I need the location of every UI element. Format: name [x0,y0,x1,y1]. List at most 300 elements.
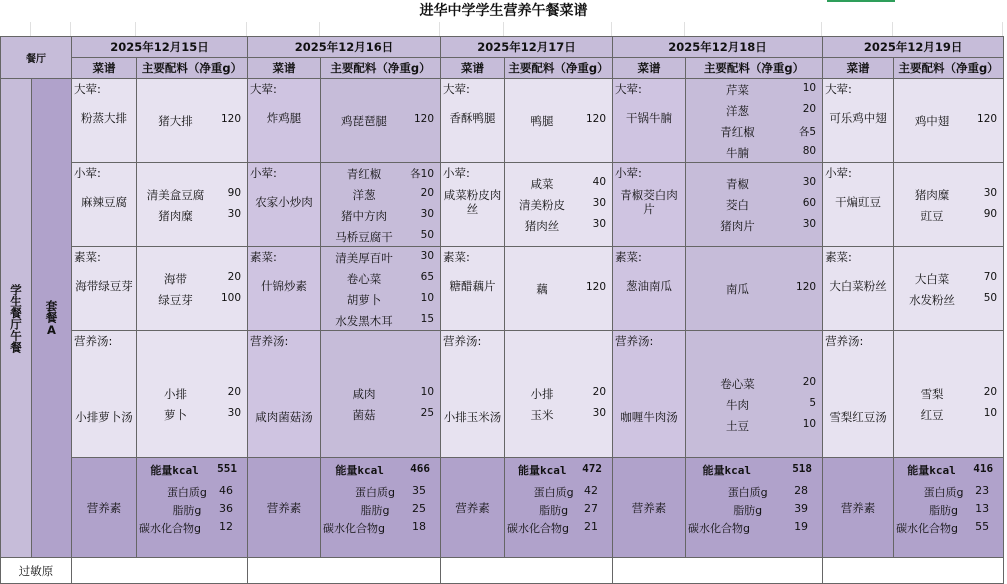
dish-cell-4-3[interactable] [823,331,894,458]
ingredient-qty: 120 [796,281,817,293]
category-label: 营养汤: [250,334,289,348]
ingredient-row [686,281,822,297]
ingredient-qty: 50 [983,291,998,304]
ingredient-row [321,313,440,329]
energy-label: 能量kcal [907,464,956,477]
ingredient-qty: 30 [983,186,998,199]
nutrient-row [686,520,822,536]
ingredient-col-header-2[interactable] [505,58,613,79]
energy-row [894,462,1003,478]
ingredient-row [686,124,822,140]
ingredients-cell-0-2[interactable] [137,247,248,331]
ingredient-row [137,292,247,308]
nutrient-label: 蛋白质g [533,486,574,499]
ingredients-cell-wrap [321,331,440,457]
ingredients-cell-1-3[interactable] [321,331,441,458]
dish-cell-wrap [72,163,136,246]
energy-value: 416 [973,462,994,475]
category-label: 素菜: [250,250,277,264]
ingredient-row [137,113,247,129]
ingredients-cell-3-1[interactable] [686,163,823,247]
ingredient-qty: 30 [227,207,242,220]
ingredient-qty: 120 [413,113,435,125]
nutrient-row [137,484,247,500]
dish-col-header-1[interactable] [248,58,321,79]
gridline [684,22,685,36]
category-label: 素菜: [825,250,852,264]
category-label: 大荤: [825,82,852,96]
ingredient-name: 雪梨 [920,387,944,402]
ingredients-cell-wrap [894,331,1003,457]
ingredient-row [137,386,247,402]
ingredients-cell-1-0[interactable] [321,79,441,163]
category-label: 小荤: [443,166,470,180]
ingredient-qty: 20 [592,386,607,399]
dish-name: 雪梨红豆汤 [829,410,887,425]
dish-cell-1-2[interactable] [248,247,321,331]
dish-cell-wrap [613,247,685,330]
ingredient-col-header-0[interactable] [137,58,248,79]
category-label: 小荤: [250,166,277,180]
nutrient-label: 脂肪g [360,504,390,517]
nutrient-value: 27 [584,502,599,515]
category-label: 素菜: [615,250,642,264]
nutrition-label-cell-1[interactable] [248,458,321,558]
nutrient-value: 39 [794,502,809,515]
date-label: 2025年12月18日 [668,40,767,54]
nutrient-value: 28 [794,484,809,497]
ingredient-col-header-4[interactable] [894,58,1004,79]
dish-name: 咸肉菌菇汤 [255,410,313,425]
set-name-cell[interactable] [32,79,72,558]
canteen-name: 学生餐厅午餐 [9,283,23,353]
gridline [246,22,247,36]
dish-cell-wrap [823,247,893,330]
dish-cell-0-0[interactable] [72,79,137,163]
ingredient-qty: 30 [420,207,435,220]
dish-col-label: 菜谱 [461,61,485,75]
nutrition-values-cell-3[interactable] [686,458,823,558]
dish-cell-wrap [613,163,685,246]
category-label: 营养汤: [74,334,113,348]
spreadsheet-grid [0,22,1007,36]
nutrient-row [321,502,440,518]
ingredients-cell-2-1[interactable] [505,163,613,247]
dish-name: 糖醋藕片 [449,279,496,294]
energy-row [505,462,612,478]
nutrition-values-cell-1[interactable] [321,458,441,558]
ingredient-qty: 100 [220,291,242,304]
nutrient-label: 蛋白质g [923,486,964,499]
ingredients-cell-wrap [505,331,612,457]
ingredient-name: 绿豆芽 [158,292,193,307]
energy-label: 能量kcal [702,464,751,477]
ingredient-col-label: 主要配料（净重g） [141,61,243,75]
ingredient-row [137,407,247,423]
dish-cell-0-3[interactable] [72,331,137,458]
ingredient-qty: 10 [983,407,998,420]
ingredient-qty: 10 [802,417,817,430]
ingredient-name: 猪中方肉 [341,208,388,223]
ingredients-cell-wrap [505,163,612,246]
ingredients-cell-4-3[interactable] [894,331,1004,458]
ingredient-row [505,407,612,423]
allergen-cell-0[interactable] [72,558,248,584]
dish-col-header-2[interactable] [441,58,505,79]
date-header-1[interactable] [248,37,441,58]
ingredient-qty: 30 [802,218,817,230]
ingredient-col-label: 主要配料（净重g） [703,61,805,75]
dish-cell-0-1[interactable] [72,163,137,247]
ingredient-row [894,187,1003,203]
dish-col-header-0[interactable] [72,58,137,79]
nutrition-wrap [137,458,247,557]
ingredient-row [894,271,1003,287]
ingredient-name: 猪肉糜 [914,187,950,202]
ingredient-name: 水发黑木耳 [335,313,393,328]
ingredients-cell-1-1[interactable] [321,163,441,247]
ingredient-row [321,208,440,224]
nutrient-row [137,520,247,536]
ingredient-name: 洋葱 [726,103,750,118]
date-header-4[interactable] [823,37,1004,58]
ingredient-qty: 90 [227,186,242,199]
ingredient-name: 海带 [164,271,187,286]
ingredient-row [137,187,247,203]
nutrient-label: 碳水化合物g [323,522,385,535]
ingredient-name: 胡萝卜 [346,292,382,307]
dish-name: 青椒茭白肉片 [620,188,678,217]
gridline [439,22,440,36]
dish-cell-1-1[interactable] [248,163,321,247]
energy-value: 466 [410,462,431,475]
dish-name: 葱油南瓜 [626,279,673,294]
category-label: 素菜: [74,250,101,264]
energy-label: 能量kcal [150,464,199,477]
allergen-label-cell[interactable] [1,558,72,584]
ingredient-name: 鸭腿 [530,114,554,128]
ingredient-qty: 30 [420,249,435,262]
ingredients-cell-1-2[interactable] [321,247,441,331]
energy-row [686,462,822,478]
ingredient-row [321,187,440,203]
allergen-label: 过敏原 [18,563,54,578]
dish-cell-2-2[interactable] [441,247,505,331]
dish-cell-wrap [248,163,320,246]
nutrient-value: 25 [412,502,427,515]
nutrient-row [894,520,1003,536]
ingredient-name: 鸡中翅 [914,114,950,128]
category-label: 小荤: [74,166,101,180]
gridline [30,22,31,36]
ingredient-row [505,281,612,297]
ingredients-cell-0-3[interactable] [137,331,248,458]
dish-cell-1-0[interactable] [248,79,321,163]
nutrient-label: 碳水化合物g [139,522,201,535]
nutrition-values-cell-4[interactable] [894,458,1004,558]
dish-cell-wrap [248,247,320,330]
dish-name: 咸菜粉皮肉丝 [443,188,502,217]
ingredient-row [686,418,822,434]
energy-label: 能量kcal [517,464,567,477]
dish-cell-wrap [823,163,893,246]
ingredient-qty: 30 [592,218,607,230]
ingredients-cell-2-2[interactable] [505,247,613,331]
ingredient-name: 菌菇 [352,408,376,423]
allergen-cell-2[interactable] [441,558,613,584]
ingredient-name: 清美厚百叶 [335,250,393,265]
nutrition-label-cell-0[interactable] [72,458,137,558]
ingredient-row [321,386,440,402]
nutrient-row [686,484,822,500]
dish-name: 农家小炒肉 [255,195,313,210]
ingredient-name: 青红椒 [720,124,755,139]
dish-cell-1-3[interactable] [248,331,321,458]
ingredients-cell-0-0[interactable] [137,79,248,163]
dish-col-label: 菜谱 [846,61,870,75]
ingredient-name: 豇豆 [920,208,944,223]
ingredient-row [894,407,1003,423]
nutrition-values-cell-2[interactable] [505,458,613,558]
dish-cell-wrap [441,331,504,457]
nutrient-label: 脂肪g [539,504,569,517]
ingredient-col-label: 主要配料（净重g） [330,61,431,75]
date-header-2[interactable] [441,37,613,58]
dish-cell-3-0[interactable] [613,79,686,163]
ingredient-row [321,292,440,308]
nutrient-value: 21 [584,520,599,533]
nutrient-label: 蛋白质g [166,486,207,499]
ingredient-col-header-1[interactable] [321,58,441,79]
nutrient-label: 蛋白质g [355,486,395,499]
dish-col-header-4[interactable] [823,58,894,79]
ingredients-cell-3-0[interactable] [686,79,823,163]
ingredient-row [321,113,440,129]
ingredient-name: 水发粉丝 [909,292,956,307]
canteen-name-cell[interactable] [1,79,32,558]
date-label: 2025年12月19日 [863,40,963,54]
allergen-cell-4[interactable] [823,558,1004,584]
menu-table [0,36,1004,584]
ingredient-row [894,113,1003,129]
ingredients-cell-3-3[interactable] [686,331,823,458]
ingredient-row [686,103,822,119]
nutrient-label: 脂肪g [172,504,202,517]
ingredient-row [321,229,440,245]
ingredients-cell-3-2[interactable] [686,247,823,331]
ingredient-name: 南瓜 [726,282,750,296]
ingredient-qty: 70 [983,270,998,283]
ingredients-cell-wrap [321,247,440,330]
energy-row [137,462,247,478]
nutrition-wrap [505,458,612,557]
nutrient-row [137,502,247,518]
dish-cell-3-1[interactable] [613,163,686,247]
canteen-header-cell[interactable] [1,37,72,79]
ingredient-qty: 90 [983,207,998,220]
nutrient-row [894,484,1003,500]
ingredient-qty: 30 [592,407,607,420]
ingredient-qty: 60 [802,197,817,209]
ingredients-cell-wrap [894,247,1003,330]
ingredients-cell-0-1[interactable] [137,163,248,247]
ingredients-cell-4-2[interactable] [894,247,1004,331]
category-label: 大荤: [250,82,277,96]
ingredient-name: 猪肉糜 [158,208,193,223]
dish-cell-3-2[interactable] [613,247,686,331]
gridline [892,22,893,36]
ingredients-cell-wrap [137,247,247,330]
dish-name: 小排萝卜汤 [75,410,133,425]
gridline [611,22,612,36]
dish-name: 炸鸡腿 [266,111,302,126]
dish-cell-2-0[interactable] [441,79,505,163]
date-header-0[interactable] [72,37,248,58]
ingredient-name: 藕 [536,282,548,296]
ingredient-qty: 10 [802,81,817,94]
ingredient-row [137,271,247,287]
nutrient-value: 35 [412,484,427,497]
energy-row [321,462,440,478]
ingredient-qty: 5 [809,396,817,409]
ingredient-qty: 10 [420,291,435,304]
ingredients-cell-2-3[interactable] [505,331,613,458]
dish-cell-2-1[interactable] [441,163,505,247]
ingredient-name: 小排 [164,387,187,402]
dish-name: 小排玉米汤 [443,410,502,425]
energy-value: 518 [792,462,813,475]
gridline [503,22,504,36]
nutrition-values-cell-0[interactable] [137,458,248,558]
ingredient-qty: 30 [802,176,817,188]
ingredient-name: 卷心菜 [346,271,382,286]
ingredient-qty: 15 [420,312,435,325]
ingredient-col-header-3[interactable] [686,58,823,79]
nutrient-value: 46 [219,484,234,497]
nutrition-wrap [894,458,1003,557]
allergen-cell-3[interactable] [613,558,823,584]
nutrition-label-cell-3[interactable] [613,458,686,558]
ingredient-row [894,208,1003,224]
ingredient-qty: 25 [420,407,435,420]
energy-value: 472 [582,462,603,475]
ingredient-name: 洋葱 [352,187,376,202]
dish-col-header-3[interactable] [613,58,686,79]
ingredients-cell-wrap [137,331,247,457]
category-label: 小荤: [825,166,852,180]
dish-cell-2-3[interactable] [441,331,505,458]
dish-name: 香酥鸭腿 [449,111,496,126]
ingredients-cell-4-1[interactable] [894,163,1004,247]
ingredient-name: 咸肉 [352,387,376,402]
nutrient-label: 碳水化合物g [896,522,959,535]
dish-cell-0-2[interactable] [72,247,137,331]
ingredient-qty: 30 [592,197,607,209]
ingredient-name: 玉米 [530,408,554,423]
ingredient-name: 萝卜 [164,408,187,423]
nutrient-row [505,502,612,518]
ingredients-cell-wrap [321,79,440,162]
dish-name: 粉蒸大排 [81,111,127,126]
nutrition-label-cell-4[interactable] [823,458,894,558]
allergen-cell-1[interactable] [248,558,441,584]
nutrient-row [894,502,1003,518]
ingredient-row [505,176,612,192]
ingredient-row [321,166,440,182]
ingredient-col-label: 主要配料（净重g） [508,61,609,75]
dish-cell-4-0[interactable] [823,79,894,163]
dish-cell-wrap [823,331,893,457]
dish-col-label: 菜谱 [272,61,296,75]
dish-cell-3-3[interactable] [613,331,686,458]
ingredient-name: 芹菜 [726,82,750,97]
ingredient-row [505,113,612,129]
dish-cell-4-2[interactable] [823,247,894,331]
category-label: 小荤: [615,166,642,180]
ingredient-row [894,292,1003,308]
nutrition-label: 营养素 [455,500,490,515]
canteen-header: 餐厅 [26,54,46,65]
ingredient-row [686,145,822,161]
ingredient-name: 青红椒 [346,166,382,181]
ingredient-name: 卷心菜 [720,376,755,391]
ingredients-cell-wrap [505,79,612,162]
ingredients-cell-wrap [137,79,247,162]
ingredient-name: 咸菜 [530,177,554,191]
ingredient-row [686,82,822,98]
category-label: 素菜: [443,250,470,264]
ingredient-row [505,386,612,402]
ingredients-cell-wrap [894,163,1003,246]
ingredients-cell-wrap [686,331,822,457]
dish-col-label: 菜谱 [637,61,661,75]
nutrient-label: 脂肪g [733,504,763,517]
nutrient-value: 36 [219,502,234,515]
ingredients-cell-4-0[interactable] [894,79,1004,163]
ingredient-row [686,397,822,413]
dish-cell-wrap [823,79,893,162]
ingredients-cell-wrap [894,79,1003,162]
dish-cell-4-1[interactable] [823,163,894,247]
category-label: 营养汤: [825,334,864,348]
nutrient-label: 蛋白质g [727,486,768,499]
nutrient-value: 42 [584,484,599,497]
ingredients-cell-2-0[interactable] [505,79,613,163]
dish-name: 干煸豇豆 [835,195,882,210]
ingredient-name: 清美盒豆腐 [146,187,205,202]
category-label: 大荤: [615,82,642,96]
dish-cell-wrap [441,247,504,330]
dish-name: 可乐鸡中翅 [829,111,887,126]
category-label: 营养汤: [615,334,654,348]
ingredient-row [505,218,612,234]
ingredient-qty: 20 [983,386,998,399]
nutrition-label-cell-2[interactable] [441,458,505,558]
ingredient-qty: 各10 [410,167,435,180]
ingredients-cell-wrap [686,79,822,162]
ingredients-cell-wrap [505,247,612,330]
date-header-3[interactable] [613,37,823,58]
ingredient-qty: 各5 [798,125,817,138]
ingredients-cell-wrap [686,163,822,246]
ingredient-row [686,197,822,213]
ingredient-name: 马桥豆腐干 [335,229,393,244]
ingredient-qty: 120 [220,113,242,125]
nutrition-label: 营养素 [840,500,876,515]
ingredient-qty: 20 [227,386,242,399]
ingredient-row [686,376,822,392]
ingredient-qty: 10 [420,386,435,399]
